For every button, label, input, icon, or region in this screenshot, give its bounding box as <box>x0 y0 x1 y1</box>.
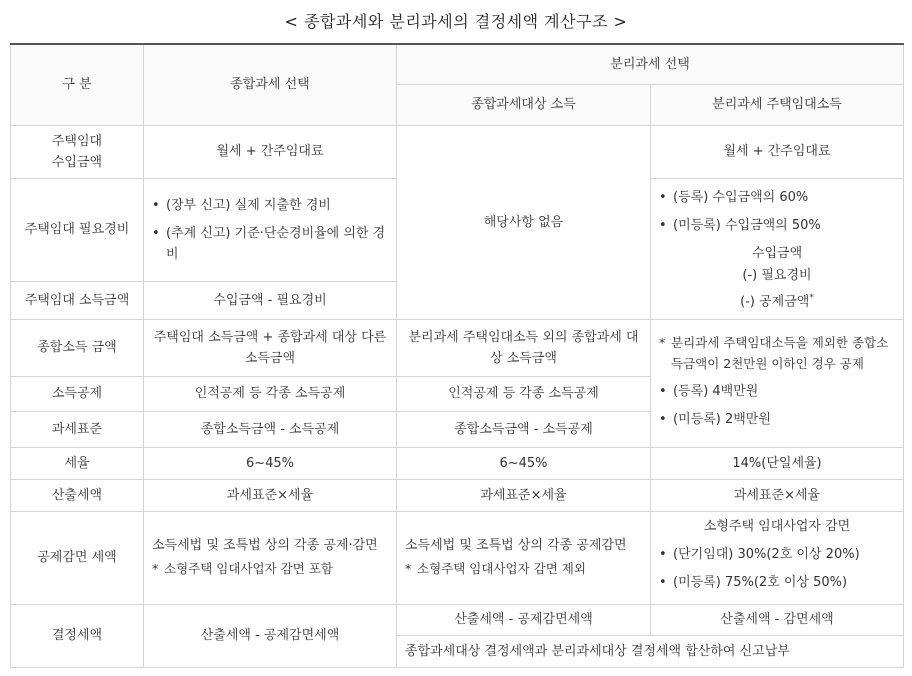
credit-title: 소형주택 임대사업자 감면 <box>703 518 851 534</box>
list-item: • (장부 신고) 실제 지출한 경비 <box>152 195 388 216</box>
row-label-rate: 세율 <box>11 447 144 479</box>
tax-structure-table <box>10 43 904 668</box>
row-label-final-tax: 결정세액 <box>11 604 144 667</box>
separate-comp-calculated-tax: 과세표준×세율 <box>397 479 651 511</box>
rental-expenses-and-amount <box>651 178 904 319</box>
separate-comp-deduction: 인적공제 등 각종 소득공제 <box>397 376 651 411</box>
header-separate: 분리과세 선택 <box>397 44 904 84</box>
formula-line: 수입금액 <box>751 245 803 261</box>
separate-comp-tax-credit <box>397 511 651 604</box>
combined-final-tax-note: 종합과세대상 결정세액과 분리과세대상 결정세액 합산하여 신고납부 <box>397 635 904 667</box>
row-label-rental-amount: 주택임대 소득금액 <box>11 281 144 319</box>
formula-line <box>659 287 895 313</box>
page-title: < 종합과세와 분리과세의 결정세액 계산구조 > <box>284 12 628 31</box>
row-label-calculated-tax: 산출세액 <box>11 479 144 511</box>
list-item: • (등록) 수입금액의 60% <box>659 187 895 208</box>
comp-total-income: 주택임대 소득금액 + 종합과세 대상 다른 소득금액 <box>144 319 397 376</box>
list-item: • (단기임대) 30%(2호 이상 20%) <box>659 544 895 565</box>
footnote-mark: * <box>809 292 814 303</box>
separate-comp-total-income: 분리과세 주택임대소득 외의 종합과세 대상 소득금액 <box>397 319 651 376</box>
row-label-line: 수입금액 <box>51 154 103 170</box>
rental-amount-formula <box>659 243 895 313</box>
comp-final-tax: 산출세액 - 공제감면세액 <box>144 604 397 667</box>
credit-main-text: 소득세법 및 조특법 상의 각종 공제감면 <box>405 537 627 553</box>
comp-expenses <box>144 178 397 281</box>
credit-main-text: 소득세법 및 조특법 상의 각종 공제·감면 <box>152 537 378 553</box>
formula-line: (-) 필요경비 <box>742 267 812 283</box>
rental-rental-income: 월세 + 간주임대료 <box>651 125 904 178</box>
row-label-total-income: 종합소득 금액 <box>11 319 144 376</box>
separate-comp-rate: 6~45% <box>397 447 651 479</box>
row-label-expenses: 주택임대 필요경비 <box>11 178 144 281</box>
credit-note: * 소형주택 임대사업자 감면 제외 <box>405 558 642 579</box>
row-label-deduction: 소득공제 <box>11 376 144 411</box>
header-comprehensive: 종합과세 선택 <box>144 44 397 125</box>
list-item: • (미등록) 75%(2호 이상 50%) <box>659 572 895 593</box>
list-item: • (추계 신고) 기준·단순경비율에 의한 경비 <box>152 223 388 265</box>
list-item: • (미등록) 2백만원 <box>659 409 895 430</box>
separate-comp-final-tax: 산출세액 - 공제감면세액 <box>397 604 651 635</box>
comp-tax-credit <box>144 511 397 604</box>
separate-comp-not-applicable: 해당사항 없음 <box>397 125 651 319</box>
comp-rental-amount: 수입금액 - 필요경비 <box>144 281 397 319</box>
row-label-line: 주택임대 <box>51 133 103 149</box>
header-category: 구 분 <box>11 44 144 125</box>
rental-deduction <box>651 319 904 447</box>
separate-comp-tax-base: 종합소득금액 - 소득공제 <box>397 411 651 447</box>
rental-rate: 14%(단일세율) <box>651 447 904 479</box>
row-label-tax-base: 과세표준 <box>11 411 144 447</box>
comp-rate: 6~45% <box>144 447 397 479</box>
header-separate-comprehensive: 종합과세대상 소득 <box>397 84 651 125</box>
row-label-rental-income <box>11 125 144 178</box>
list-item: • (미등록) 수입금액의 50% <box>659 215 895 236</box>
comp-rental-income: 월세 + 간주임대료 <box>144 125 397 178</box>
credit-note: * 소형주택 임대사업자 감면 포함 <box>152 558 388 579</box>
rental-tax-credit <box>651 511 904 604</box>
comp-tax-base: 종합소득금액 - 소득공제 <box>144 411 397 447</box>
formula-text: (-) 공제금액 <box>740 294 810 310</box>
comp-calculated-tax: 과세표준×세율 <box>144 479 397 511</box>
row-label-tax-credit: 공제감면 세액 <box>11 511 144 604</box>
comp-deduction: 인적공제 등 각종 소득공제 <box>144 376 397 411</box>
rental-deduction-note: * 분리과세 주택임대소득을 제외한 종합소득금액이 2천만원 이하인 경우 공제 <box>659 332 895 374</box>
rental-final-tax: 산출세액 - 감면세액 <box>651 604 904 635</box>
rental-calculated-tax: 과세표준×세율 <box>651 479 904 511</box>
header-separate-rental: 분리과세 주택임대소득 <box>651 84 904 125</box>
list-item: • (등록) 4백만원 <box>659 381 895 402</box>
